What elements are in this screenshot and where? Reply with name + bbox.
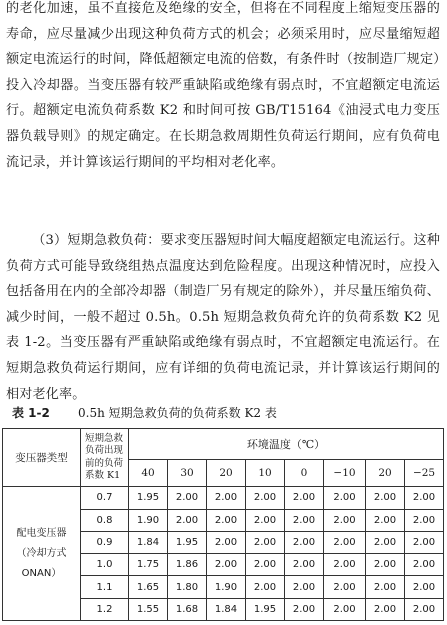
value-cell: 1.75 <box>129 554 168 576</box>
value-cell: 2.00 <box>366 509 405 531</box>
value-cell: 1.84 <box>129 531 168 553</box>
value-cell: 2.00 <box>405 509 444 531</box>
value-cell: 2.00 <box>366 576 405 598</box>
value-cell: 1.65 <box>129 576 168 598</box>
value-cell: 1.55 <box>129 598 168 620</box>
value-cell: 2.00 <box>285 576 324 598</box>
value-cell: 1.90 <box>129 509 168 531</box>
transformer-type-cell: 配电变压器（冷却方式 ONAN） <box>3 487 81 621</box>
k1-cell: 0.9 <box>81 531 129 553</box>
table-caption <box>12 404 440 422</box>
value-cell: 2.00 <box>285 487 324 509</box>
header-ambient-temperature: 环境温度（℃） <box>129 429 444 460</box>
value-cell: 2.00 <box>285 554 324 576</box>
header-k1: 短期急救负荷出现前的负荷系数 K1 <box>81 429 129 487</box>
value-cell: 2.00 <box>168 509 207 531</box>
value-cell: 2.00 <box>246 531 285 553</box>
temp-cell: −10 <box>324 459 366 487</box>
temp-cell: 0 <box>285 459 324 487</box>
header-transformer-type: 变压器类型 <box>3 429 81 487</box>
temp-cell: 20 <box>207 459 246 487</box>
k1-cell: 0.8 <box>81 509 129 531</box>
value-cell: 1.86 <box>168 554 207 576</box>
temp-cell: 30 <box>168 459 207 487</box>
value-cell: 2.00 <box>366 531 405 553</box>
value-cell: 2.00 <box>285 598 324 620</box>
value-cell: 2.00 <box>366 598 405 620</box>
value-cell: 2.00 <box>207 531 246 553</box>
temp-cell: −25 <box>405 459 444 487</box>
value-cell: 1.84 <box>207 598 246 620</box>
value-cell: 2.00 <box>246 509 285 531</box>
k1-cell: 0.7 <box>81 487 129 509</box>
value-cell: 2.00 <box>207 509 246 531</box>
table-title: 0.5h 短期急救负荷的负荷系数 K2 表 <box>78 406 277 420</box>
paragraph-aging: 的老化加速，虽不直接危及绝缘的安全，但将在不同程度上缩短变压器的寿命，应尽量减少出现这种负荷方式的机会；必须采用时，应尽量缩短超额定电流运行的时间，降低超额定电流的倍数，有条件时（按制造厂规定）投入冷却器。当变压器有较严重缺陷或绝缘有弱点时，不宜超额定电流运行。超额定电流负荷系数 K2 和时间可按 GB/T15164《油浸式电力变压器负载导则》的规定确定。在长期急救周期性负荷运行期间，应有负荷电流记录，并计算该运行期间的平均相对老化率。 <box>6 1 440 170</box>
value-cell: 2.00 <box>366 554 405 576</box>
value-cell: 1.95 <box>246 598 285 620</box>
value-cell: 2.00 <box>405 598 444 620</box>
value-cell: 2.00 <box>207 554 246 576</box>
value-cell: 2.00 <box>285 531 324 553</box>
value-cell: 2.00 <box>246 554 285 576</box>
value-cell: 2.00 <box>246 576 285 598</box>
paragraph-short-term-emergency: （3）短期急救负荷：要求变压器短时间大幅度超额定电流运行。这种负荷方式可能导致绕组热点温度达到危险程度。出现这种情况时，应投入包括备用在内的全部冷却器（制造厂另有规定的除外），并尽量压缩负荷、减少时间，一般不超过 0.5h。0.5h 短期急救负荷允许的负荷系数 K2 见表 1-2。当变压器有严重缺陷或绝缘有弱点时，不宜超额定电流运行。在短期急救负荷运行期间，应有详细的负荷电流记录，并计算该运行期间的相对老化率。 <box>6 233 440 402</box>
value-cell: 1.68 <box>168 598 207 620</box>
table-number: 表 1-2 <box>12 406 50 420</box>
value-cell: 2.00 <box>405 487 444 509</box>
table-row <box>3 487 444 509</box>
value-cell: 2.00 <box>246 487 285 509</box>
value-cell: 2.00 <box>324 554 366 576</box>
value-cell: 1.95 <box>129 487 168 509</box>
value-cell: 1.95 <box>168 531 207 553</box>
temp-cell: 10 <box>246 459 285 487</box>
value-cell: 2.00 <box>168 487 207 509</box>
temp-cell: 20 <box>366 459 405 487</box>
value-cell: 2.00 <box>324 509 366 531</box>
value-cell: 2.00 <box>324 576 366 598</box>
value-cell: 2.00 <box>405 554 444 576</box>
k1-cell: 1.1 <box>81 576 129 598</box>
k1-cell: 1.0 <box>81 554 129 576</box>
value-cell: 2.00 <box>405 531 444 553</box>
value-cell: 2.00 <box>405 576 444 598</box>
value-cell: 2.00 <box>207 487 246 509</box>
value-cell: 2.00 <box>324 487 366 509</box>
value-cell: 1.80 <box>168 576 207 598</box>
value-cell: 1.90 <box>207 576 246 598</box>
temp-cell: 40 <box>129 459 168 487</box>
value-cell: 2.00 <box>324 531 366 553</box>
k1-cell: 1.2 <box>81 598 129 620</box>
k2-table <box>2 428 444 621</box>
value-cell: 2.00 <box>285 509 324 531</box>
value-cell: 2.00 <box>366 487 405 509</box>
value-cell: 2.00 <box>324 598 366 620</box>
